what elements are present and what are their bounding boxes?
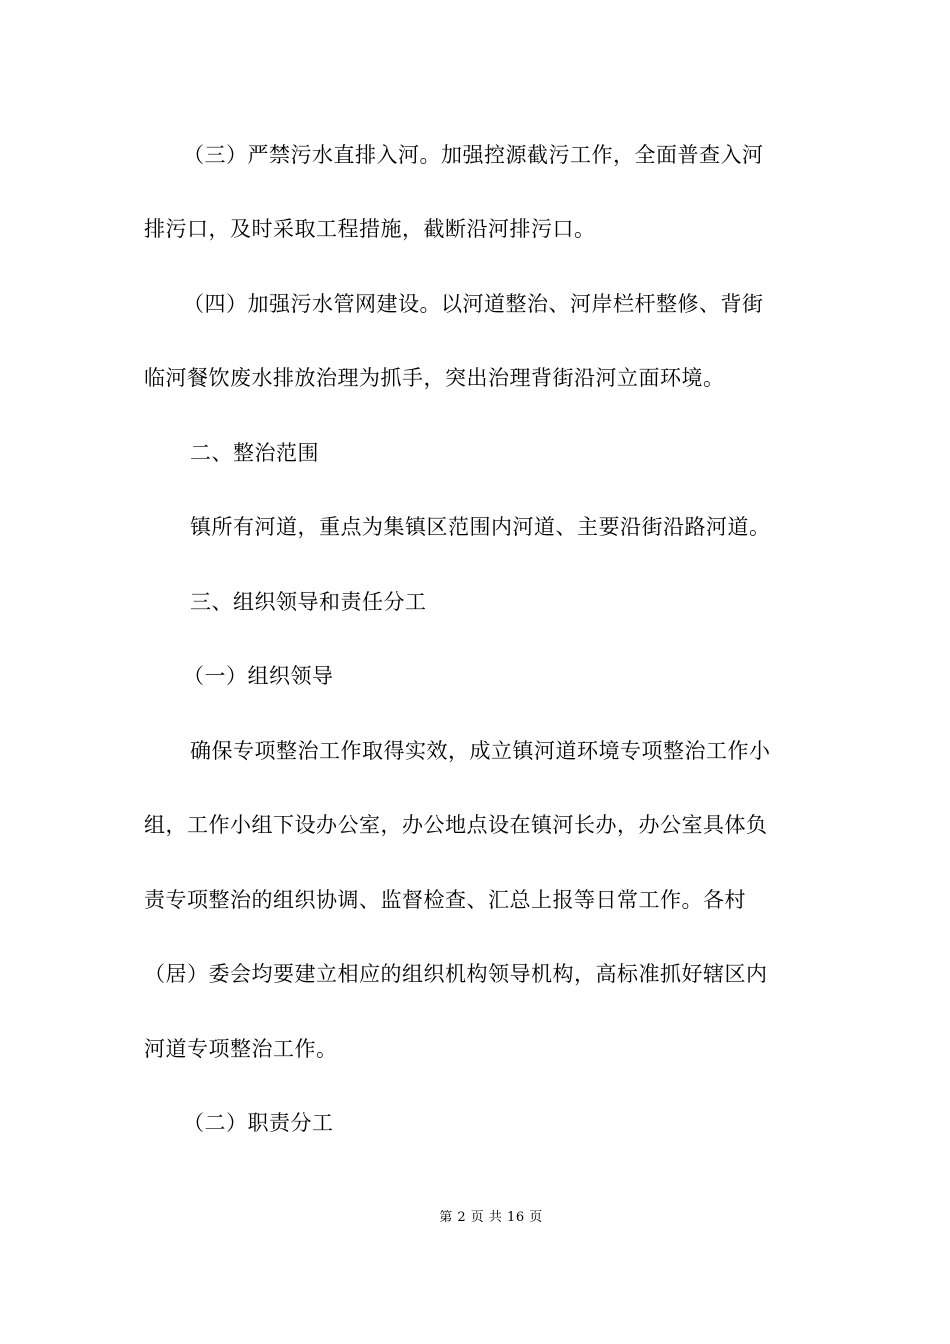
paragraph-line: （居）委会均要建立相应的组织机构领导机构，高标准抓好辖区内 — [144, 962, 768, 986]
page-number-footer: 第 2 页 共 16 页 — [439, 1210, 543, 1225]
paragraph-line: （四）加强污水管网建设。以河道整治、河岸栏杆整修、背街 — [183, 292, 764, 316]
paragraph-line: （三）严禁污水直排入河。加强控源截污工作，全面普查入河 — [183, 143, 764, 167]
paragraph-line: 河道专项整治工作。 — [144, 1037, 338, 1061]
section-heading: 三、组织领导和责任分工 — [190, 590, 427, 614]
paragraph-line: 临河餐饮废水排放治理为抓手，突出治理背街沿河立面环境。 — [144, 366, 725, 390]
subsection-heading: （二）职责分工 — [183, 1111, 334, 1135]
paragraph-line: 组，工作小组下设办公室，办公地点设在镇河长办，办公室具体负 — [144, 813, 768, 837]
paragraph-line: 排污口，及时采取工程措施，截断沿河排污口。 — [144, 217, 596, 241]
section-heading: 二、整治范围 — [190, 441, 319, 465]
subsection-heading: （一）组织领导 — [183, 664, 334, 688]
paragraph-line: 镇所有河道，重点为集镇区范围内河道、主要沿街沿路河道。 — [190, 515, 771, 539]
paragraph-line: 确保专项整治工作取得实效，成立镇河道环境专项整治工作小 — [190, 739, 771, 763]
paragraph-line: 责专项整治的组织协调、监督检查、汇总上报等日常工作。各村 — [144, 888, 746, 912]
